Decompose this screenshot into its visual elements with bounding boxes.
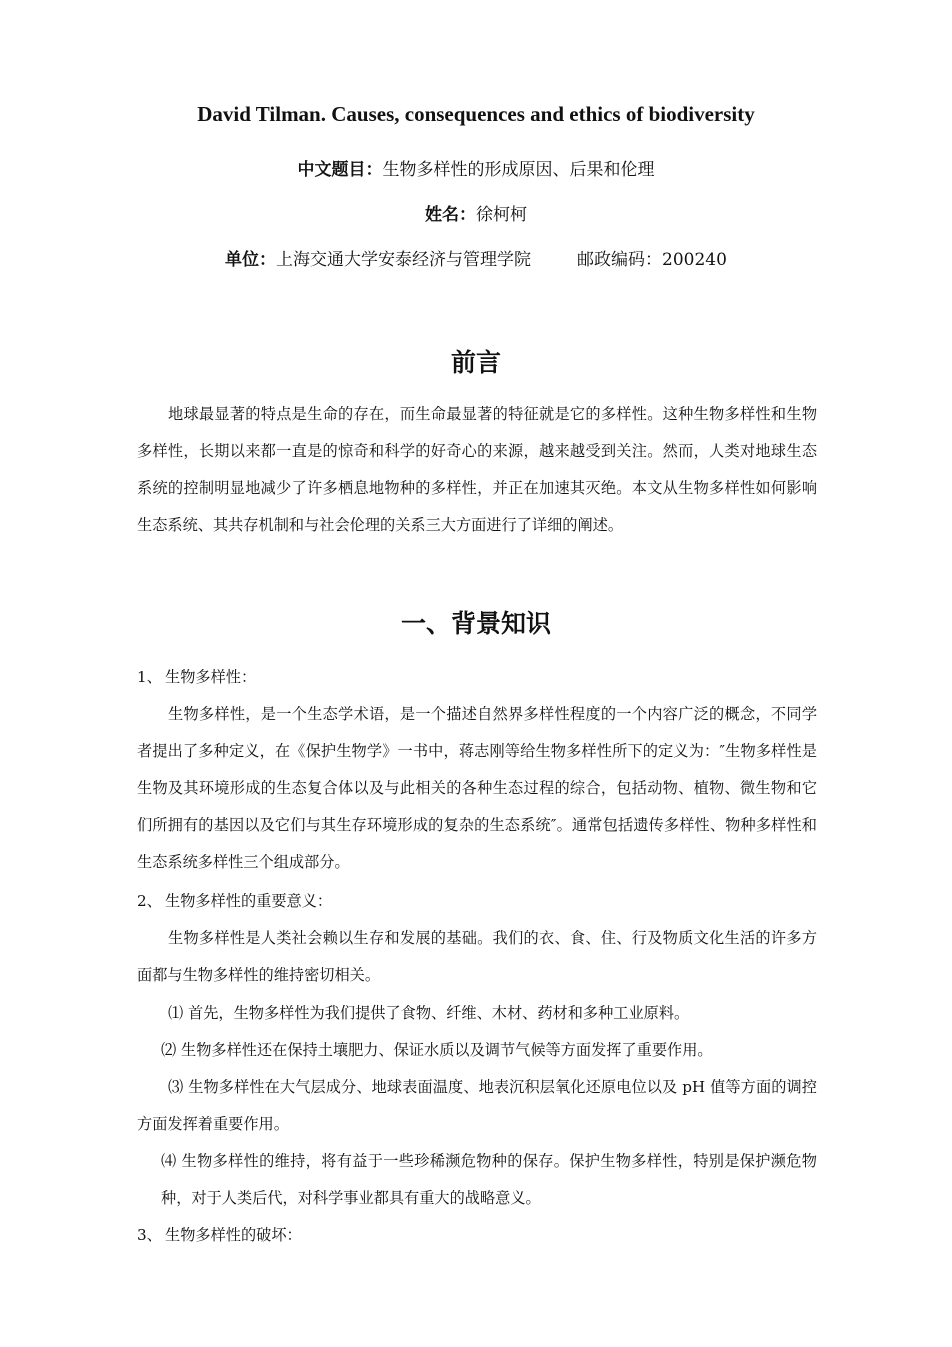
preface-paragraph: 地球最显著的特点是生命的存在，而生命最显著的特征就是它的多样性。这种生物多样性和生物多样性，长期以来都一直是的惊奇和科学的好奇心的来源，越来越受到关注。然而，人类对地球生态系统的控制明显地减少了许多栖息地物种的多样性，并正在加速其灭绝。本文从生物多样性如何影响生态系统、其共存机制和与社会伦理的关系三大方面进行了详细的阐述。: [137, 405, 817, 534]
preface-heading: 前言: [450, 348, 501, 377]
item1-title: 生物多样性：: [165, 668, 257, 686]
chinese-title-value: 生物多样性的形成原因、后果和伦理: [382, 160, 655, 180]
affiliation-line: [0, 245, 952, 270]
item1-paragraph: 生物多样性，是一个生态学术语，是一个描述自然界多样性程度的一个内容广泛的概念，不同学者提出了多种定义，在《保护生物学》一书中，蒋志刚等给生物多样性所下的定义为：″生物多样性是生物及其环境形成的生态复合体以及与此相关的各种生态过程的综合，包括动物、植物、微生物和它们所拥有的基因以及它们与其生存环境形成的复杂的生态系统″。通常包括遗传多样性、物种多样性和生态系统多样性三个组成部分。: [137, 705, 817, 871]
english-title: David Tilman. Causes, consequences and ethics of biodiversity: [197, 102, 755, 126]
item1-number: 1、: [137, 668, 162, 686]
item2-sub2: ⑵ 生物多样性还在保持土壤肥力、保证水质以及调节气候等方面发挥了重要作用。: [161, 1041, 713, 1059]
item3-number: 3、: [137, 1226, 162, 1244]
author-value: 徐柯柯: [476, 205, 527, 225]
item2-paragraph: 生物多样性是人类社会赖以生存和发展的基础。我们的衣、食、住、行及物质文化生活的许多方面都与生物多样性的维持密切相关。: [137, 929, 817, 984]
postcode-text: 邮政编码：200240: [577, 250, 727, 270]
item3-title: 生物多样性的破坏：: [165, 1226, 302, 1244]
item1-heading: [137, 659, 817, 696]
author-label: 姓名：: [425, 205, 476, 225]
item2-heading: [137, 883, 817, 920]
author-line: [0, 200, 952, 225]
item2-sub3: ⑶ 生物多样性在大气层成分、地球表面温度、地表沉积层氧化还原电位以及 pH 值等方面的调控方面发挥着重要作用。: [137, 1078, 817, 1133]
item2-number: 2、: [137, 892, 162, 910]
item2-sub4: ⑷ 生物多样性的维持，将有益于一些珍稀濒危物种的保存。保护生物多样性，特别是保护濒危物种，对于人类后代，对科学事业都具有重大的战略意义。: [161, 1152, 817, 1207]
section-heading-background: 一、背景知识: [400, 609, 551, 638]
affiliation-label: 单位：: [225, 250, 277, 270]
affiliation-value: 上海交通大学安泰经济与管理学院: [276, 250, 532, 270]
chinese-title-line: [0, 155, 952, 180]
item2-title: 生物多样性的重要意义：: [165, 892, 333, 910]
chinese-title-label: 中文题目：: [297, 160, 383, 180]
item3-heading: [137, 1217, 817, 1254]
item2-sub1: ⑴ 首先，生物多样性为我们提供了食物、纤维、木材、药材和多种工业原料。: [168, 1004, 690, 1022]
